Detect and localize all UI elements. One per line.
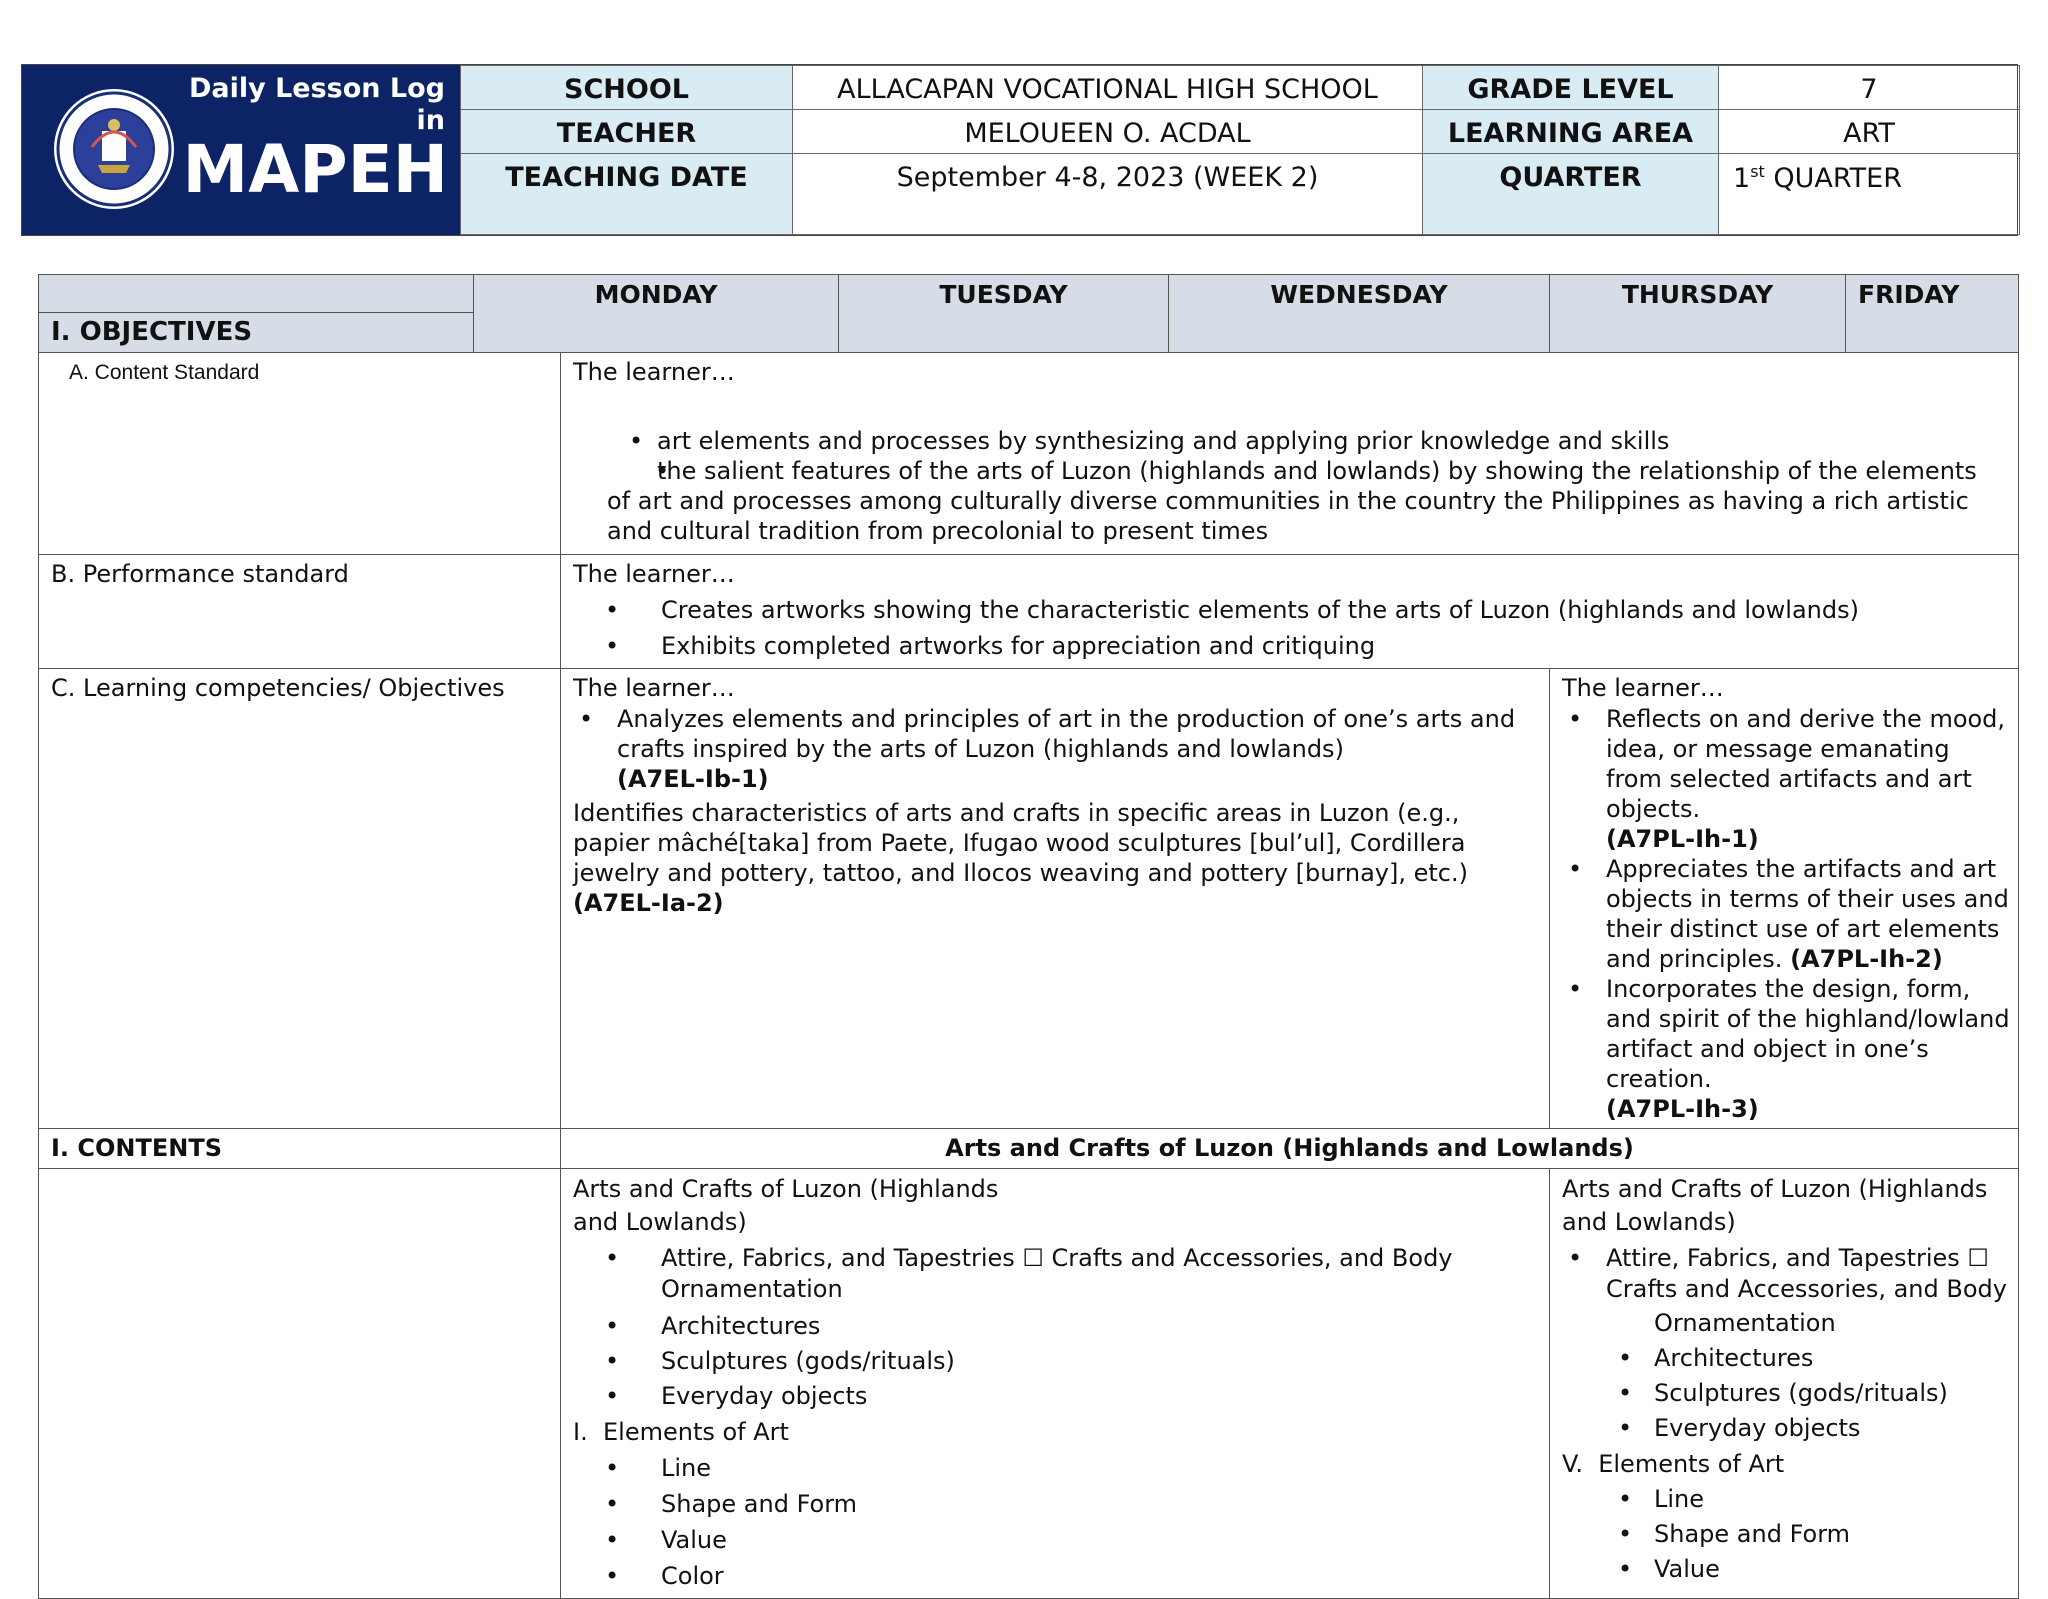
performance-standard-cell — [561, 555, 2019, 669]
competency-right-text-3: Incorporates the design, form, and spirit of the highland/lowland artifact and object in one’s creation. — [1606, 975, 2010, 1093]
competency-right-text-1: Reflects on and derive the mood, idea, or message emanating from selected artifacts and art objects. — [1606, 705, 2006, 823]
competency-right-code-3: (A7PL-Ih-3) — [1606, 1095, 1759, 1123]
contents-label-cell — [39, 1169, 561, 1599]
content-standard-label: A. Content Standard — [39, 353, 561, 555]
contents-right-subheading — [1562, 1446, 2010, 1482]
brand-line-1: Daily Lesson Log — [188, 73, 445, 104]
competency-right-item-1 — [1562, 704, 2010, 854]
teacher-value: MELOUEEN O. ACDAL — [793, 110, 1423, 154]
competency-right-item-2 — [1562, 854, 2010, 974]
date-value: September 4-8, 2023 (WEEK 2) — [793, 154, 1423, 235]
contents-left-sub-text: Elements of Art — [602, 1418, 789, 1446]
area-value: ART — [1719, 110, 2020, 154]
contents-left-sub-item-2: • Shape and Form — [573, 1486, 1541, 1522]
header-blank-cell — [39, 275, 474, 313]
teacher-label: TEACHER — [461, 110, 793, 154]
contents-right-roman: V. — [1562, 1450, 1583, 1478]
quarter-number: 1 — [1733, 163, 1751, 194]
quarter-text: QUARTER — [1764, 163, 1902, 194]
grade-value: 7 — [1719, 66, 2020, 110]
competency-left-text-1: Analyzes elements and principles of art in the production of one’s arts and crafts inspired by the arts of Luzon (highlands and lowlands) — [617, 705, 1516, 763]
content-standard-intro: The learner… — [573, 358, 735, 386]
contents-right-item-1: • Attire, Fabrics, and Tapestries ☐ Crafts and Accessories, and Body — [1562, 1243, 2010, 1305]
school-label: SCHOOL — [461, 66, 793, 110]
day-wednesday: WEDNESDAY — [1169, 275, 1550, 353]
quarter-label: QUARTER — [1423, 154, 1719, 235]
competencies-label: C. Learning competencies/ Objectives — [39, 669, 561, 1129]
contents-right-sub-text: Elements of Art — [1598, 1450, 1785, 1478]
competency-left-code-1: (A7EL-Ib-1) — [617, 765, 769, 793]
day-friday: FRIDAY — [1846, 275, 2019, 353]
lesson-plan-table — [38, 274, 2019, 1599]
competency-left-item-1 — [573, 704, 1541, 794]
lesson-log-header — [21, 64, 2018, 236]
performance-item-1: • Creates artworks showing the characteristic elements of the arts of Luzon (highlands and lowlands) — [573, 592, 2006, 628]
contents-right-item-2: • Architectures — [1562, 1341, 2010, 1376]
contents-right-item-1-cont: Ornamentation — [1654, 1309, 1836, 1337]
contents-right-cell — [1550, 1169, 2019, 1599]
contents-left-sub-item-4: • Color — [573, 1558, 1541, 1594]
contents-left-roman: I. — [573, 1418, 588, 1446]
contents-right-item-4: • Everyday objects — [1562, 1411, 2010, 1446]
contents-left-item-3: • Sculptures (gods/rituals) — [573, 1344, 1541, 1379]
contents-right-sub-item-3: • Value — [1562, 1552, 2010, 1587]
contents-left-sub-item-1: • Line — [573, 1450, 1541, 1486]
performance-intro: The learner… — [573, 560, 735, 588]
contents-right-sub-item-2: • Shape and Form — [1562, 1517, 2010, 1552]
contents-left-sub-item-3: • Value — [573, 1522, 1541, 1558]
contents-left-item-1: • Attire, Fabrics, and Tapestries ☐ Crafts and Accessories, and Body Ornamentation — [573, 1243, 1541, 1305]
competency-left-para-text: Identifies characteristics of arts and crafts in specific areas in Luzon (e.g., papier mâché[taka] from Paete, Ifugao wood sculptures [bul’ul], Cordillera jewelry and pottery, tattoo, and Ilocos weaving and pottery [burnay], etc.) — [573, 799, 1468, 887]
content-item-1: • art elements and processes by synthesizing and applying prior knowledge and skills — [573, 426, 2006, 456]
content-item-2: • the salient features of the arts of Luzon (highlands and lowlands) by showing the relationship of the elements of art and processes among culturally diverse communities in the country the Philippines as having a rich artistic and cultural tradition from precolonial to present times — [573, 456, 2006, 546]
performance-standard-label: B. Performance standard — [39, 555, 561, 669]
contents-heading: I. CONTENTS — [39, 1129, 561, 1169]
competency-left-para — [573, 798, 1541, 918]
competency-right-item-3 — [1562, 974, 2010, 1124]
area-label: LEARNING AREA — [1423, 110, 1719, 154]
contents-left-intro: Arts and Crafts of Luzon (Highlands and Lowlands) — [573, 1175, 999, 1236]
day-monday: MONDAY — [474, 275, 839, 353]
contents-left-cell — [561, 1169, 1550, 1599]
objectives-heading: I. OBJECTIVES — [39, 313, 474, 353]
competencies-left-cell — [561, 669, 1550, 1129]
performance-item-2: • Exhibits completed artworks for appreciation and critiquing — [573, 628, 2006, 664]
contents-left-subheading — [573, 1414, 1541, 1450]
competency-right-code-2: (A7PL-Ih-2) — [1790, 945, 1943, 973]
brand-title: MAPEH — [182, 131, 448, 208]
date-label: TEACHING DATE — [461, 154, 793, 235]
competency-right-text-2: Appreciates the artifacts and art objects in terms of their uses and their distinct use of art elements and principles. — [1606, 855, 2009, 973]
contents-title: Arts and Crafts of Luzon (Highlands and Lowlands) — [561, 1129, 2019, 1169]
brand-line-2: in — [416, 105, 445, 136]
contents-right-sub-item-1: • Line — [1562, 1482, 2010, 1517]
contents-left-item-4: • Everyday objects — [573, 1379, 1541, 1414]
deped-seal-icon — [52, 87, 176, 211]
day-tuesday: TUESDAY — [839, 275, 1169, 353]
grade-label: GRADE LEVEL — [1423, 66, 1719, 110]
competency-left-code-2: (A7EL-Ia-2) — [573, 889, 724, 917]
day-thursday: THURSDAY — [1550, 275, 1846, 353]
quarter-ordinal: st — [1750, 162, 1765, 181]
competency-right-code-1: (A7PL-Ih-1) — [1606, 825, 1759, 853]
content-standard-cell — [561, 353, 2019, 555]
contents-right-intro: Arts and Crafts of Luzon (Highlands and Lowlands) — [1562, 1175, 1988, 1236]
contents-left-item-2: • Architectures — [573, 1309, 1541, 1344]
competencies-right-intro: The learner… — [1562, 674, 1724, 702]
quarter-value — [1719, 154, 2020, 235]
header-info-table — [460, 65, 2020, 235]
brand-block — [22, 65, 460, 235]
competencies-right-cell — [1550, 669, 2019, 1129]
competencies-left-intro: The learner… — [573, 674, 735, 702]
school-value: ALLACAPAN VOCATIONAL HIGH SCHOOL — [793, 66, 1423, 110]
contents-right-item-3: • Sculptures (gods/rituals) — [1562, 1376, 2010, 1411]
